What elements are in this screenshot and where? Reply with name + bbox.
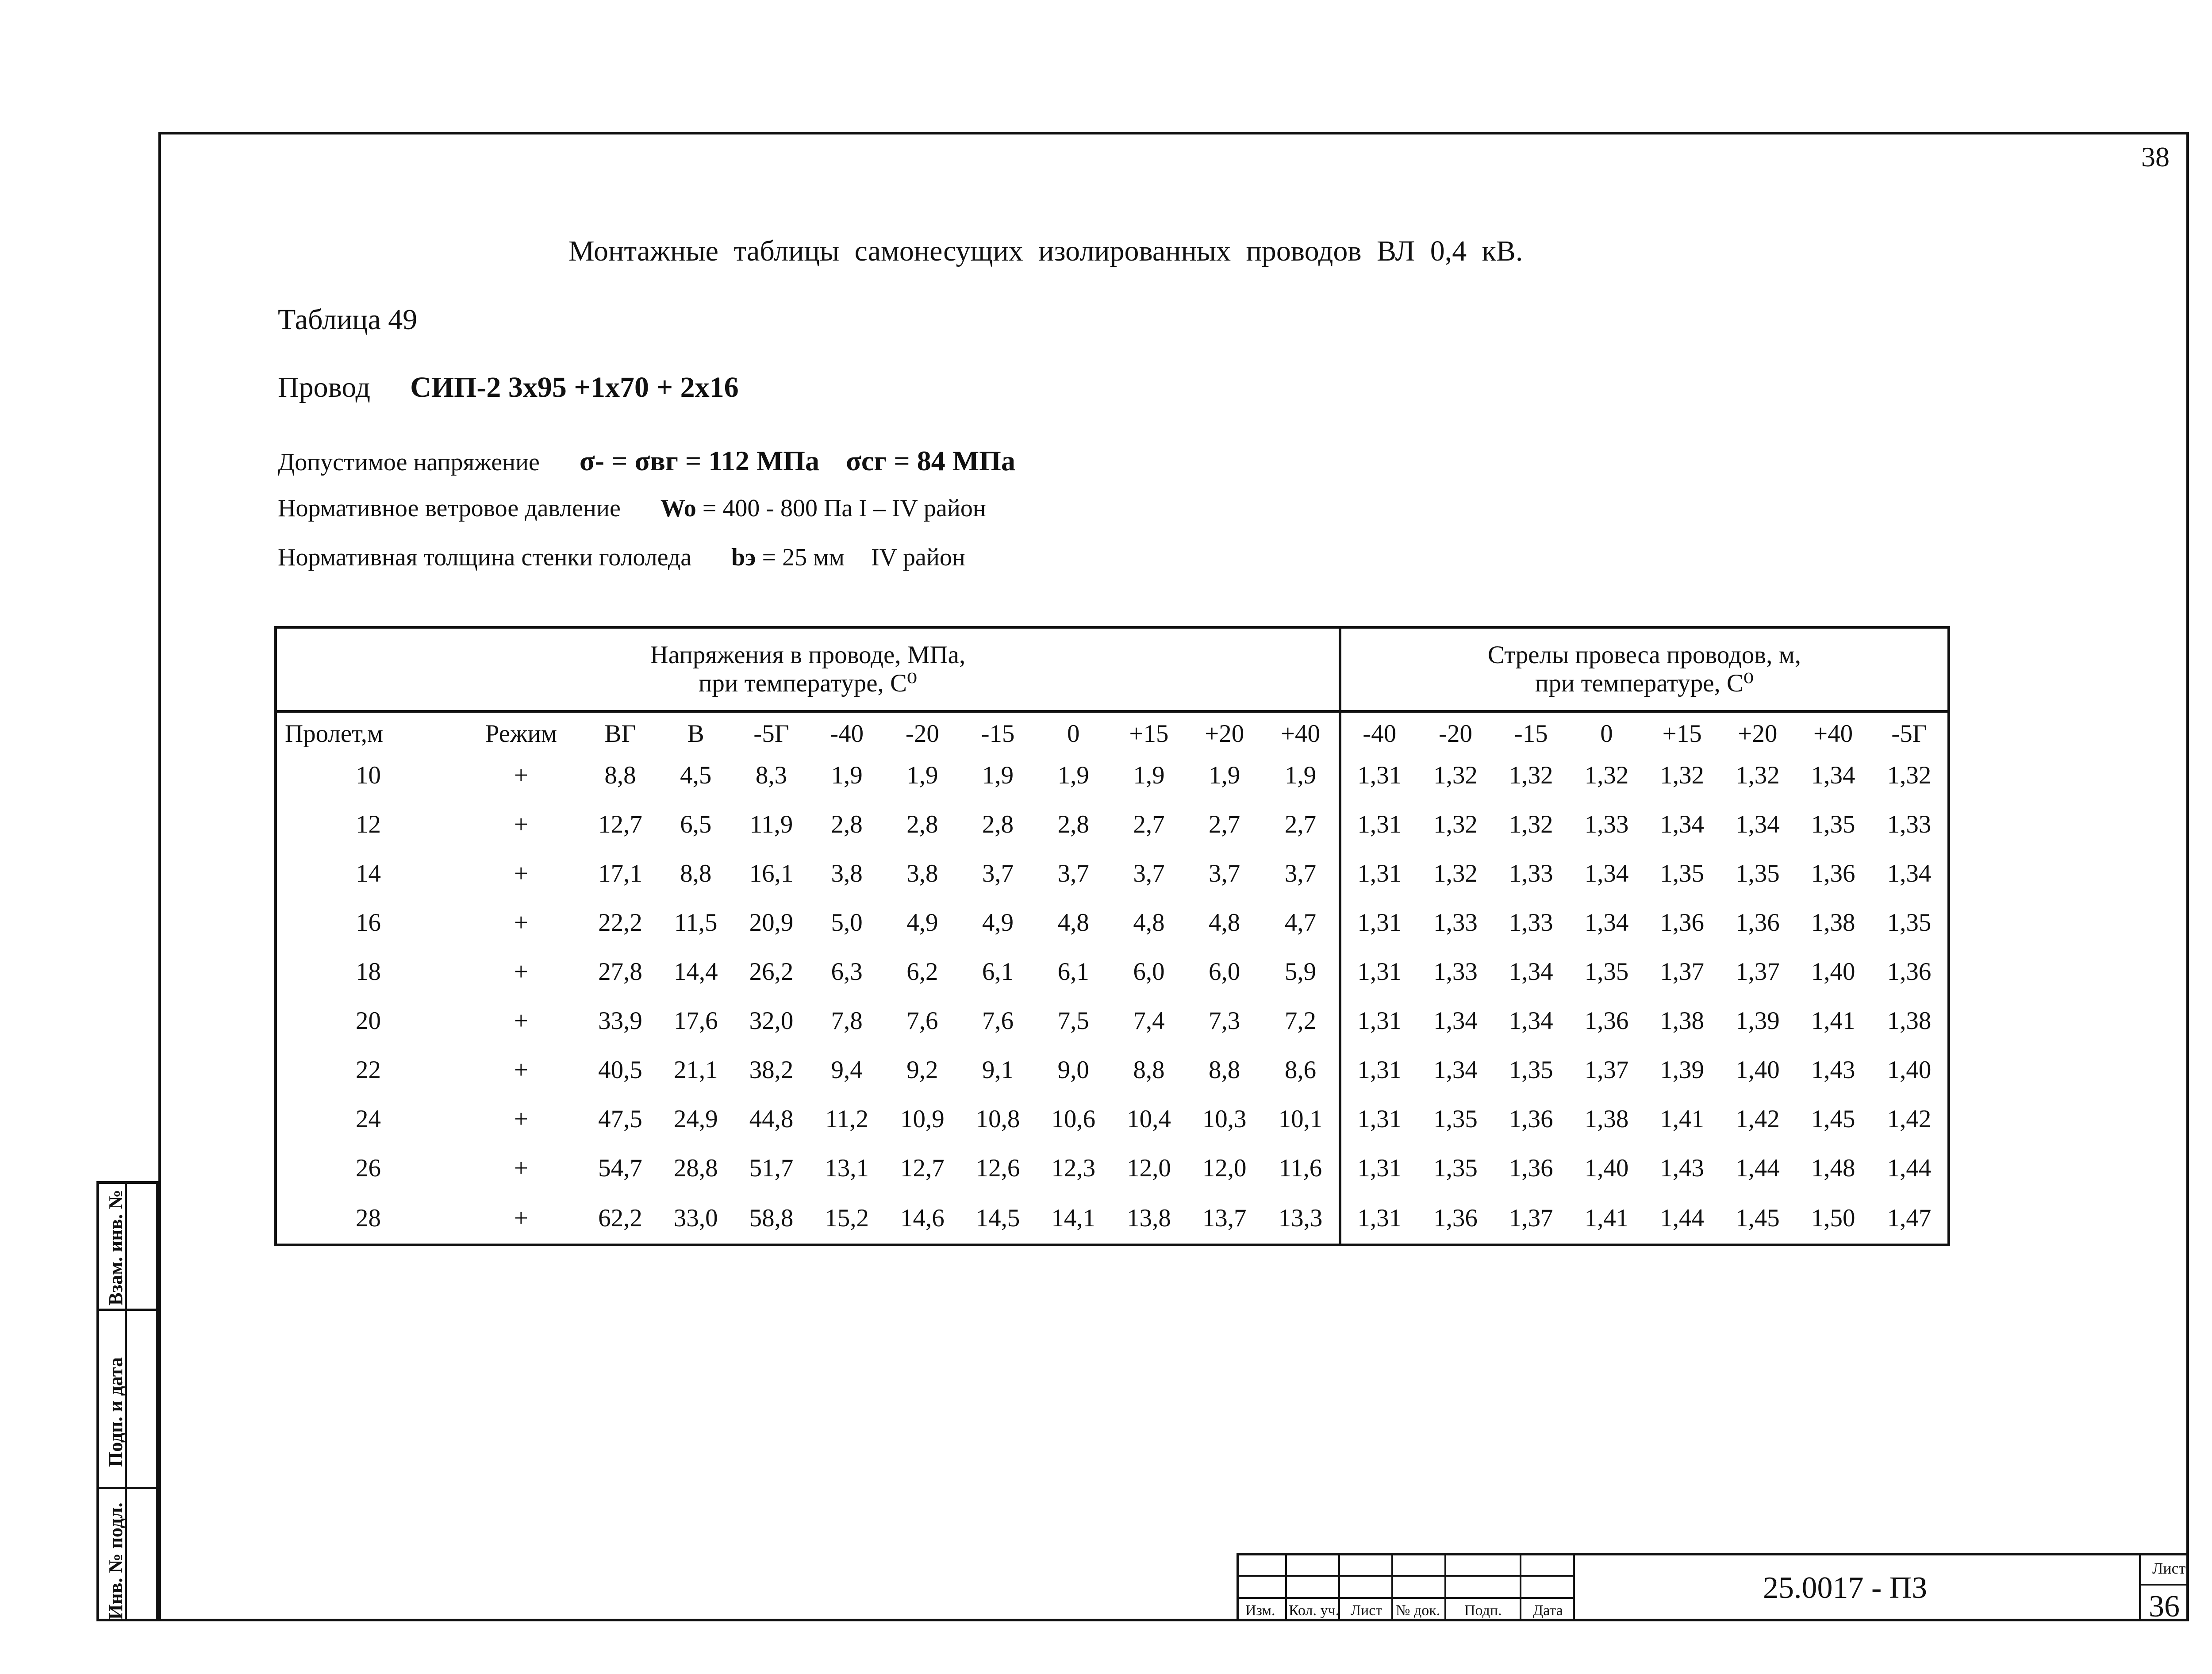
value-cell: 1,38: [1871, 996, 1949, 1045]
table-row: [276, 996, 1949, 1045]
wind-value: = 400 - 800 Па I – IV район: [702, 495, 986, 522]
value-cell: 11,2: [825, 1105, 868, 1133]
left-stamp-strip: [96, 1181, 158, 1621]
conductor-type: СИП-2 3х95 +1х70 + 2х16: [410, 371, 739, 403]
value-cell: 1,31: [1340, 1094, 1418, 1144]
original-inv-label: Инв. № подл.: [105, 1502, 127, 1620]
value-cell: 12,7: [900, 1154, 945, 1182]
value-cell: 22,2: [598, 909, 642, 937]
value-cell: 1,39: [1735, 1007, 1780, 1035]
value-cell: 13,1: [825, 1154, 869, 1182]
value-cell: 1,36: [1509, 1105, 1553, 1133]
value-cell: 2,7: [1284, 810, 1317, 838]
value-cell: 4,8: [1057, 909, 1089, 937]
value-cell: 13,8: [1111, 1193, 1187, 1245]
stamp-caption: Лист: [1351, 1602, 1382, 1619]
column-header: -40: [809, 711, 885, 751]
value-cell: 1,39: [1660, 1056, 1705, 1084]
value-cell: 1,9: [982, 761, 1014, 789]
column-header: Пролет,м: [276, 711, 460, 751]
value-cell: 4,8: [1133, 909, 1165, 937]
value-cell: 21,1: [673, 1056, 718, 1084]
value-cell: 10,4: [1127, 1105, 1171, 1133]
sheet-label: Лист: [2152, 1559, 2186, 1577]
value-cell: 24,9: [673, 1105, 718, 1133]
value-cell: 1,41: [1811, 1007, 1855, 1035]
value-cell: 2,8: [906, 810, 938, 838]
value-cell: 1,32: [1584, 761, 1629, 789]
value-cell: 1,32: [1735, 761, 1780, 789]
mode-cell: +: [514, 810, 528, 838]
value-cell: 47,5: [598, 1105, 642, 1133]
value-cell: 7,5: [1057, 1007, 1089, 1035]
stress-label: Допустимое напряжение: [278, 449, 540, 476]
span-cell: 10: [276, 751, 460, 800]
left-stamp-divider: [99, 1309, 156, 1311]
value-cell: 1,44: [1735, 1154, 1780, 1182]
value-cell: 1,35: [1584, 958, 1629, 986]
value-cell: 8,8: [680, 860, 712, 887]
value-cell: 3,7: [1133, 860, 1165, 887]
installation-table: [274, 626, 1950, 1246]
value-cell: 1,31: [1340, 898, 1418, 947]
ice-label: Нормативная толщина стенки гололеда: [278, 544, 692, 571]
value-cell: 3,7: [1284, 860, 1317, 887]
value-cell: 4,9: [982, 909, 1014, 937]
table-row: [276, 849, 1949, 898]
value-cell: 3,7: [982, 860, 1014, 887]
mode-cell: +: [514, 1007, 528, 1035]
value-cell: 1,32: [1509, 810, 1553, 838]
value-cell: 7,3: [1209, 1007, 1240, 1035]
value-cell: 12,3: [1051, 1154, 1096, 1182]
table-row: [276, 1094, 1949, 1144]
value-cell: 1,31: [1340, 996, 1418, 1045]
value-cell: 9,1: [982, 1056, 1014, 1084]
mode-cell: +: [514, 1154, 528, 1182]
value-cell: 2,7: [1209, 810, 1240, 838]
value-cell: 10,8: [975, 1105, 1020, 1133]
value-cell: 20,9: [749, 909, 794, 937]
column-header: -5Г: [1871, 711, 1949, 751]
value-cell: 1,34: [1811, 761, 1855, 789]
conductor-line: [278, 371, 739, 404]
value-cell: 7,4: [1133, 1007, 1165, 1035]
value-cell: 1,36: [1871, 947, 1949, 996]
value-cell: 1,40: [1584, 1154, 1629, 1182]
sheet-box-divider: [2139, 1584, 2189, 1586]
value-cell: 15,2: [809, 1193, 885, 1245]
value-cell: 1,50: [1795, 1193, 1871, 1245]
value-cell: 1,45: [1811, 1105, 1855, 1133]
ice-param: [278, 543, 965, 572]
value-cell: 7,6: [906, 1007, 938, 1035]
value-cell: 1,31: [1340, 1144, 1418, 1193]
value-cell: 4,7: [1284, 909, 1317, 937]
value-cell: 1,35: [1871, 898, 1949, 947]
value-cell: 1,35: [1735, 860, 1780, 887]
value-cell: 12,0: [1127, 1154, 1171, 1182]
left-stamp-divider: [99, 1487, 156, 1489]
value-cell: 9,4: [831, 1056, 863, 1084]
grid-line: [1237, 1597, 1573, 1599]
value-cell: 8,8: [1133, 1056, 1165, 1084]
mode-cell: +: [460, 1193, 583, 1245]
column-header: 0: [1569, 711, 1644, 751]
stress-header-line1: Напряжения в проводе, МПа,: [650, 641, 966, 669]
ice-region: IV район: [871, 544, 965, 571]
value-cell: 1,35: [1433, 1105, 1478, 1133]
wind-symbol: Wo: [660, 495, 696, 522]
sign-date-label: Подп. и дата: [105, 1357, 127, 1467]
sag-group-header: [1340, 627, 1949, 711]
column-header: -20: [1418, 711, 1494, 751]
value-cell: 7,8: [831, 1007, 863, 1035]
mode-cell: +: [514, 761, 528, 789]
column-header: -15: [1493, 711, 1569, 751]
value-cell: 5,0: [831, 909, 863, 937]
sag-header-line1: Стрелы провеса проводов, м,: [1487, 641, 1801, 669]
value-cell: 1,9: [906, 761, 938, 789]
value-cell: 1,42: [1735, 1105, 1780, 1133]
span-cell: 18: [276, 947, 460, 996]
column-header: +40: [1795, 711, 1871, 751]
value-cell: 10,6: [1051, 1105, 1096, 1133]
stress-formula: σ- = σвг = 112 МПа: [579, 445, 820, 476]
stamp-caption: Подп.: [1464, 1602, 1502, 1619]
value-cell: 1,32: [1433, 810, 1478, 838]
span-cell: 22: [276, 1045, 460, 1094]
value-cell: 1,36: [1584, 1007, 1629, 1035]
value-cell: 1,9: [1133, 761, 1165, 789]
value-cell: 1,9: [1284, 761, 1317, 789]
value-cell: 1,31: [1340, 1193, 1418, 1245]
value-cell: 12,7: [598, 810, 642, 838]
column-header: Режим: [460, 711, 583, 751]
column-header: В: [658, 711, 733, 751]
value-cell: 1,37: [1584, 1056, 1629, 1084]
value-cell: 1,32: [1433, 860, 1478, 887]
value-cell: 1,34: [1584, 909, 1629, 937]
value-cell: 7,2: [1284, 1007, 1317, 1035]
value-cell: 1,31: [1340, 800, 1418, 849]
value-cell: 1,43: [1660, 1154, 1705, 1182]
mode-cell: +: [514, 1105, 528, 1133]
value-cell: 1,34: [1433, 1056, 1478, 1084]
value-cell: 9,0: [1057, 1056, 1089, 1084]
value-cell: 38,2: [749, 1056, 794, 1084]
value-cell: 9,2: [906, 1056, 938, 1084]
value-cell: 44,8: [749, 1105, 794, 1133]
value-cell: 1,34: [1735, 810, 1780, 838]
value-cell: 1,48: [1811, 1154, 1855, 1182]
value-cell: 12,0: [1202, 1154, 1247, 1182]
title-block: [1237, 1553, 2189, 1624]
column-header: +40: [1262, 711, 1340, 751]
value-cell: 6,3: [831, 958, 863, 986]
conductor-label: Провод: [278, 371, 371, 403]
value-cell: 14,4: [673, 958, 718, 986]
value-cell: 1,38: [1584, 1105, 1629, 1133]
table-row: [276, 1193, 1949, 1245]
value-cell: 1,9: [1209, 761, 1240, 789]
value-cell: 1,36: [1811, 860, 1855, 887]
value-cell: 32,0: [749, 1007, 794, 1035]
value-cell: 2,8: [1057, 810, 1089, 838]
value-cell: 1,41: [1660, 1105, 1705, 1133]
stress-param: [278, 445, 1015, 477]
table-row: [276, 751, 1949, 800]
value-cell: 3,7: [1209, 860, 1240, 887]
value-cell: 1,44: [1644, 1193, 1720, 1245]
value-cell: 26,2: [749, 958, 794, 986]
value-cell: 11,5: [674, 909, 718, 937]
value-cell: 1,34: [1509, 1007, 1553, 1035]
value-cell: 1,33: [1871, 800, 1949, 849]
column-header: 0: [1036, 711, 1111, 751]
column-header: -40: [1340, 711, 1418, 751]
grid-line: [1520, 1553, 1521, 1621]
wind-param: [278, 494, 986, 522]
table-row: [276, 1144, 1949, 1193]
value-cell: 2,8: [831, 810, 863, 838]
value-cell: 1,9: [1057, 761, 1089, 789]
span-cell: 12: [276, 800, 460, 849]
value-cell: 13,7: [1187, 1193, 1262, 1245]
value-cell: 8,8: [604, 761, 636, 789]
value-cell: 6,1: [982, 958, 1014, 986]
value-cell: 2,7: [1133, 810, 1165, 838]
value-cell: 1,32: [1660, 761, 1705, 789]
stress-header-line2: при температуре, С⁰: [698, 669, 917, 697]
value-cell: 4,8: [1209, 909, 1240, 937]
value-cell: 6,0: [1133, 958, 1165, 986]
value-cell: 1,40: [1735, 1056, 1780, 1084]
value-cell: 1,35: [1811, 810, 1855, 838]
value-cell: 1,35: [1433, 1154, 1478, 1182]
replace-inv-label: Взам. инв. №: [105, 1190, 127, 1305]
value-cell: 1,32: [1433, 761, 1478, 789]
sheet-number-top: 38: [2141, 141, 2170, 173]
value-cell: 1,38: [1811, 909, 1855, 937]
span-cell: 28: [276, 1193, 460, 1245]
value-cell: 1,40: [1871, 1045, 1949, 1094]
table-row: [276, 1045, 1949, 1094]
span-cell: 16: [276, 898, 460, 947]
value-cell: 1,47: [1871, 1193, 1949, 1245]
column-header: -15: [960, 711, 1036, 751]
value-cell: 51,7: [749, 1154, 794, 1182]
value-cell: 12,6: [975, 1154, 1020, 1182]
sag-header-line2: при температуре, С⁰: [1535, 669, 1754, 697]
value-cell: 17,6: [673, 1007, 718, 1035]
document-code: 25.0017 - ПЗ: [1763, 1571, 1928, 1605]
value-cell: 8,8: [1209, 1056, 1240, 1084]
grid-line: [1285, 1553, 1287, 1621]
stamp-caption: Кол. уч.: [1289, 1602, 1340, 1619]
value-cell: 1,31: [1340, 849, 1418, 898]
value-cell: 2,8: [982, 810, 1014, 838]
sheet-number: 36: [2149, 1590, 2180, 1624]
value-cell: 1,32: [1871, 751, 1949, 800]
column-header: ВГ: [583, 711, 658, 751]
value-cell: 1,40: [1811, 958, 1855, 986]
value-cell: 1,32: [1509, 761, 1553, 789]
value-cell: 1,34: [1660, 810, 1705, 838]
wind-label: Нормативное ветровое давление: [278, 495, 621, 522]
stress-group-header: [276, 627, 1340, 711]
value-cell: 4,5: [680, 761, 712, 789]
value-cell: 10,1: [1278, 1105, 1323, 1133]
value-cell: 14,1: [1036, 1193, 1111, 1245]
value-cell: 1,31: [1340, 1045, 1418, 1094]
value-cell: 54,7: [598, 1154, 642, 1182]
value-cell: 1,34: [1509, 958, 1553, 986]
column-header: +20: [1187, 711, 1262, 751]
value-cell: 1,33: [1509, 909, 1553, 937]
ice-value: = 25 мм: [762, 544, 845, 571]
value-cell: 58,8: [733, 1193, 809, 1245]
value-cell: 3,7: [1057, 860, 1089, 887]
mode-cell: +: [514, 958, 528, 986]
value-cell: 1,37: [1735, 958, 1780, 986]
value-cell: 1,35: [1660, 860, 1705, 887]
value-cell: 10,3: [1202, 1105, 1247, 1133]
table-row: [276, 800, 1949, 849]
table-number: Таблица 49: [278, 303, 418, 336]
value-cell: 1,38: [1660, 1007, 1705, 1035]
column-header: -20: [885, 711, 960, 751]
value-cell: 1,43: [1811, 1056, 1855, 1084]
column-header-row: [276, 711, 1949, 751]
value-cell: 6,0: [1209, 958, 1240, 986]
value-cell: 1,33: [1433, 958, 1478, 986]
value-cell: 6,1: [1057, 958, 1089, 986]
value-cell: 17,1: [598, 860, 642, 887]
value-cell: 6,5: [680, 810, 712, 838]
value-cell: 1,33: [1433, 909, 1478, 937]
span-cell: 20: [276, 996, 460, 1045]
value-cell: 1,36: [1660, 909, 1705, 937]
page-title: Монтажные таблицы самонесущих изолированных проводов ВЛ 0,4 кВ.: [568, 235, 1523, 267]
value-cell: 1,33: [1509, 860, 1553, 887]
value-cell: 28,8: [673, 1154, 718, 1182]
value-cell: 1,34: [1584, 860, 1629, 887]
table-row: [276, 947, 1949, 996]
value-cell: 1,9: [831, 761, 863, 789]
value-cell: 13,3: [1262, 1193, 1340, 1245]
value-cell: 1,36: [1509, 1154, 1553, 1182]
value-cell: 1,36: [1418, 1193, 1494, 1245]
table-body: [276, 751, 1949, 1245]
table-row: [276, 898, 1949, 947]
value-cell: 7,6: [982, 1007, 1014, 1035]
value-cell: 4,9: [906, 909, 938, 937]
value-cell: 27,8: [598, 958, 642, 986]
value-cell: 6,2: [906, 958, 938, 986]
value-cell: 1,45: [1720, 1193, 1796, 1245]
mode-cell: +: [514, 1056, 528, 1084]
value-cell: 62,2: [583, 1193, 658, 1245]
value-cell: 1,37: [1493, 1193, 1569, 1245]
grid-line: [1391, 1553, 1393, 1621]
span-cell: 26: [276, 1144, 460, 1193]
value-cell: 3,8: [906, 860, 938, 887]
value-cell: 40,5: [598, 1056, 642, 1084]
value-cell: 16,1: [749, 860, 794, 887]
ice-symbol: bэ: [731, 544, 756, 571]
value-cell: 33,0: [658, 1193, 733, 1245]
value-cell: 1,31: [1340, 947, 1418, 996]
column-header: +15: [1644, 711, 1720, 751]
value-cell: 1,44: [1871, 1144, 1949, 1193]
value-cell: 8,3: [755, 761, 787, 789]
value-cell: 1,33: [1584, 810, 1629, 838]
grid-line: [1237, 1575, 1573, 1577]
value-cell: 1,35: [1509, 1056, 1553, 1084]
value-cell: 10,9: [900, 1105, 945, 1133]
value-cell: 14,5: [960, 1193, 1036, 1245]
stamp-caption: Дата: [1533, 1602, 1563, 1619]
value-cell: 1,31: [1340, 751, 1418, 800]
value-cell: 14,6: [885, 1193, 960, 1245]
mode-cell: +: [514, 909, 528, 937]
value-cell: 33,9: [598, 1007, 642, 1035]
value-cell: 5,9: [1284, 958, 1317, 986]
mode-cell: +: [514, 860, 528, 887]
stamp-caption: Изм.: [1245, 1602, 1275, 1619]
value-cell: 11,9: [749, 810, 793, 838]
value-cell: 1,42: [1871, 1094, 1949, 1144]
value-cell: 1,34: [1433, 1007, 1478, 1035]
stress-cg: σсг = 84 МПа: [846, 445, 1015, 476]
value-cell: 1,36: [1735, 909, 1780, 937]
value-cell: 8,6: [1284, 1056, 1317, 1084]
value-cell: 1,34: [1871, 849, 1949, 898]
span-cell: 14: [276, 849, 460, 898]
value-cell: 3,8: [831, 860, 863, 887]
value-cell: 1,41: [1569, 1193, 1644, 1245]
column-header: +15: [1111, 711, 1187, 751]
column-header: +20: [1720, 711, 1796, 751]
column-header: -5Г: [733, 711, 809, 751]
value-cell: 1,37: [1660, 958, 1705, 986]
span-cell: 24: [276, 1094, 460, 1144]
value-cell: 11,6: [1279, 1154, 1322, 1182]
stamp-caption: № док.: [1396, 1602, 1440, 1619]
grid-line: [1444, 1553, 1446, 1621]
